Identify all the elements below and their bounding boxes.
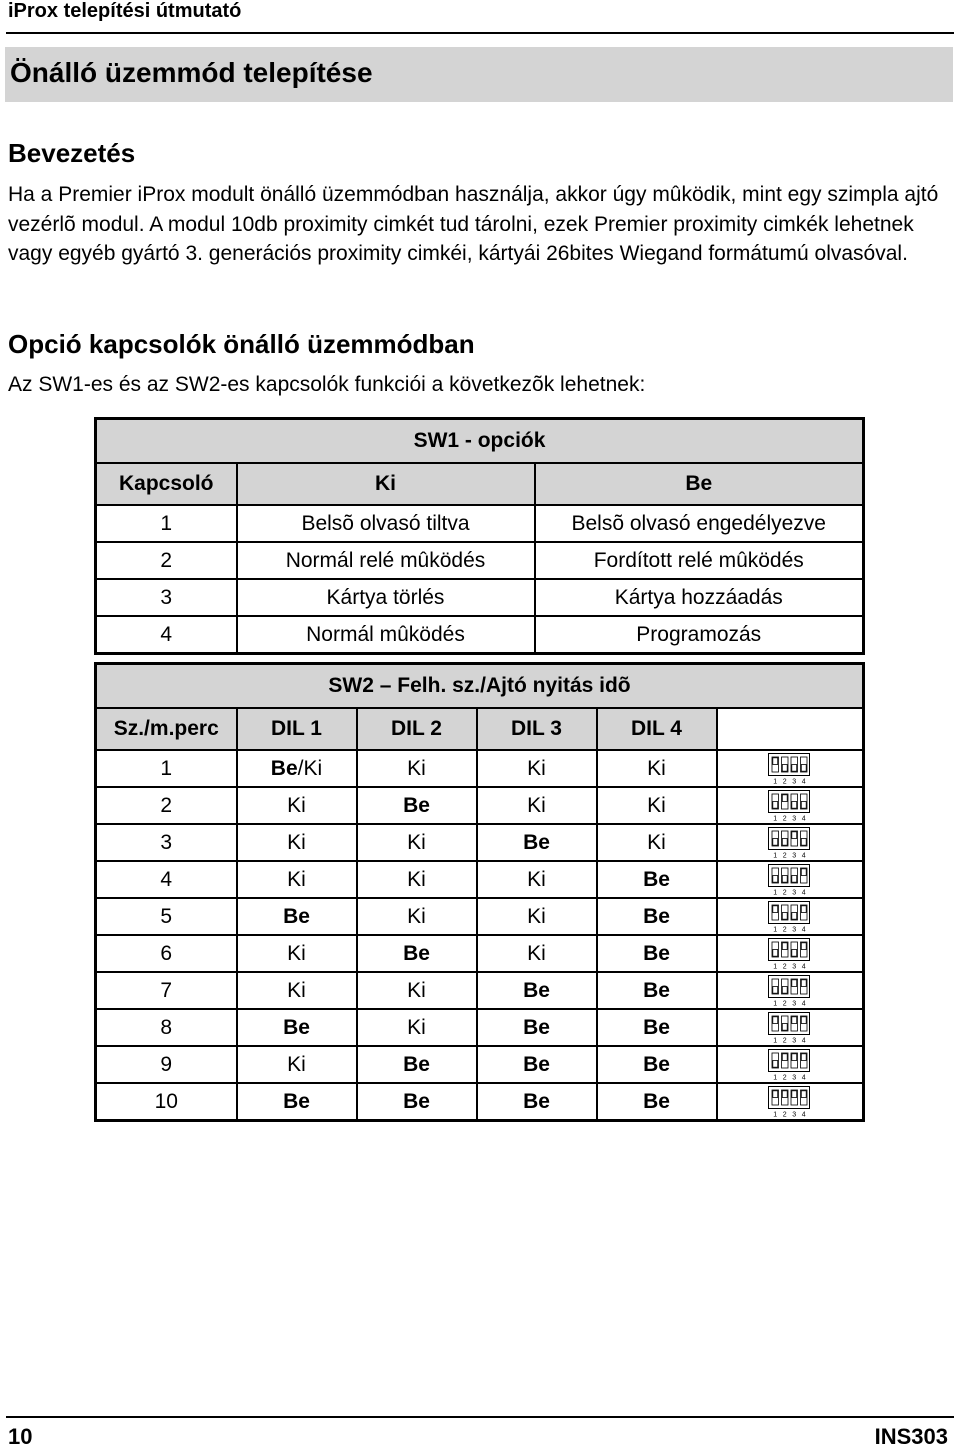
dip-switch-number: 2: [782, 889, 787, 896]
dip-switch-cell: [717, 787, 864, 824]
sw1-cell-ki: Normál relé mûködés: [237, 542, 535, 579]
dip-switch-lever: [772, 875, 777, 882]
sw2-cell-dil3: Ki: [477, 787, 597, 824]
sw1-cell-switch: 1: [96, 505, 237, 542]
sw2-row: [96, 1046, 864, 1083]
page-number: 10: [8, 1424, 33, 1449]
dip-switch-number: 1: [772, 852, 777, 859]
dip-switch-graphic: [768, 1086, 810, 1118]
dip-switch-cell: [717, 824, 864, 861]
dip-switch-icon: [768, 790, 810, 822]
dip-switch-number: 2: [782, 1037, 787, 1044]
sw1-row: [96, 616, 864, 654]
dip-switch-lever: [772, 949, 777, 956]
sw2-cell-code: 9: [96, 1046, 237, 1083]
dip-switch-lever: [782, 986, 787, 993]
header-rule: [6, 32, 954, 34]
dip-switch-cell: [717, 898, 864, 935]
sw2-cell-dil4: Be: [597, 898, 717, 935]
dip-switch-number: 3: [791, 889, 796, 896]
dip-switch-number: 3: [791, 1074, 796, 1081]
dip-switch-number: 3: [791, 926, 796, 933]
sw2-row: [96, 972, 864, 1009]
sw1-cell-switch: 3: [96, 579, 237, 616]
sw2-cell-dil4: Be: [597, 1083, 717, 1121]
dip-switch-number: 2: [782, 815, 787, 822]
dip-switch-number: 4: [801, 889, 806, 896]
sw2-cell-dil2: Ki: [357, 898, 477, 935]
sw2-header-dil2: DIL 2: [357, 708, 477, 750]
dip-switch-icon: [768, 1086, 810, 1118]
dip-switch-lever: [791, 912, 796, 919]
dip-switch-lever: [782, 838, 787, 845]
dip-switch-lever: [772, 905, 777, 912]
dip-switch-graphic: [768, 1012, 810, 1044]
dip-switch-lever: [801, 868, 806, 875]
dip-switch-number: 2: [782, 1111, 787, 1118]
sw2-cell-dil2: Ki: [357, 750, 477, 787]
sw2-cell-code: 3: [96, 824, 237, 861]
dip-switch-icon: [768, 938, 810, 970]
sw2-cell-code: 4: [96, 861, 237, 898]
dip-switch-number: 1: [772, 1000, 777, 1007]
dip-switch-number: 1: [772, 1037, 777, 1044]
sw2-header-diagram: [717, 708, 864, 750]
dip-switch-lever: [801, 764, 806, 771]
dip-switch-graphic: [768, 1049, 810, 1081]
sw2-row: [96, 1083, 864, 1121]
section-title: Önálló üzemmód telepítése: [5, 47, 953, 102]
sw2-cell-dil3: Be: [477, 1083, 597, 1121]
sw2-row: [96, 824, 864, 861]
dip-switch-lever: [782, 794, 787, 801]
sw2-cell-dil1: Ki: [237, 824, 357, 861]
sw2-cell-dil4: Be: [597, 861, 717, 898]
dip-switch-cell: [717, 1009, 864, 1046]
dip-switch-graphic: [768, 753, 810, 785]
sw2-slash: /: [297, 756, 304, 780]
sw2-table-title: SW2 – Felh. sz./Ajtó nyitás idõ: [96, 664, 864, 709]
sw1-cell-ki: Belsõ olvasó tiltva: [237, 505, 535, 542]
dip-switch-number: 4: [801, 926, 806, 933]
dip-switch-lever: [791, 1016, 796, 1023]
dip-switch-cell: [717, 972, 864, 1009]
dip-switch-cell: [717, 1083, 864, 1121]
options-heading: Opció kapcsolók önálló üzemmódban: [8, 329, 475, 359]
sw1-row: [96, 542, 864, 579]
sw1-cell-switch: 4: [96, 616, 237, 654]
dip-switch-lever: [801, 905, 806, 912]
dip-switch-number: 2: [782, 1000, 787, 1007]
dip-switch-number: 1: [772, 815, 777, 822]
dip-switch-cell: [717, 861, 864, 898]
sw2-cell-code: 6: [96, 935, 237, 972]
sw2-cell-dil1: Ki: [237, 861, 357, 898]
dip-switch-lever: [782, 875, 787, 882]
sw2-cell-dil2: Be: [357, 935, 477, 972]
sw1-cell-be: Kártya hozzáadás: [535, 579, 864, 616]
sw2-cell-dil2: Ki: [357, 1009, 477, 1046]
dip-switch-icon: [768, 975, 810, 1007]
sw2-row: [96, 1009, 864, 1046]
dip-switch-graphic: [768, 938, 810, 970]
dip-switch-graphic: [768, 901, 810, 933]
dip-switch-number: 2: [782, 1074, 787, 1081]
dip-switch-lever: [801, 1053, 806, 1060]
sw2-cell-dil3: Ki: [477, 750, 597, 787]
sw2-cell-dil3: Ki: [477, 861, 597, 898]
footer-rule: [6, 1416, 954, 1418]
sw2-cell-dil1: Ki: [237, 972, 357, 1009]
dip-switch-lever: [772, 986, 777, 993]
dip-switch-lever: [791, 875, 796, 882]
dip-switch-number: 4: [801, 778, 806, 785]
sw2-cell-dil2: Be: [357, 787, 477, 824]
dip-switch-lever: [782, 1090, 787, 1097]
sw2-cell-dil4: Ki: [597, 787, 717, 824]
sw2-cell-dil4: Be: [597, 935, 717, 972]
sw2-cell-dil2: Be: [357, 1083, 477, 1121]
sw2-cell-dil2: Ki: [357, 861, 477, 898]
document-code: INS303: [874, 1424, 948, 1449]
dip-switch-number: 4: [801, 1037, 806, 1044]
dip-switch-lever: [791, 831, 796, 838]
dip-switch-graphic: [768, 790, 810, 822]
sw2-header-dil3: DIL 3: [477, 708, 597, 750]
dip-switch-number: 4: [801, 1000, 806, 1007]
sw2-header-dil1: DIL 1: [237, 708, 357, 750]
sw2-header-dil4: DIL 4: [597, 708, 717, 750]
dip-switch-number: 4: [801, 852, 806, 859]
sw2-cell-dil4: Be: [597, 972, 717, 1009]
sw1-cell-be: Programozás: [535, 616, 864, 654]
sw2-header-code: Sz./m.perc: [96, 708, 237, 750]
sw2-cell-dil3: Ki: [477, 935, 597, 972]
dip-switch-lever: [782, 942, 787, 949]
dip-switch-number: 2: [782, 778, 787, 785]
dip-switch-lever: [791, 1053, 796, 1060]
dip-switch-icon: [768, 1012, 810, 1044]
sw2-cell-dil1: Ki: [237, 787, 357, 824]
sw2-cell-dil3: Be: [477, 1009, 597, 1046]
dip-switch-lever: [791, 801, 796, 808]
intro-paragraph: Ha a Premier iProx modult önálló üzemmódban használja, akkor úgy mûködik, mint egy szimpla ajtó vezérlõ modul. A modul 10db proximity cimkét tud tárolni, ezek Premier proximity cimkék lehetnek vagy egyéb gyártó 3. generációs proximity cimkéi, kártyái 26bites Wiegand formátumú olvasóval.: [8, 183, 939, 265]
dip-switch-number: 3: [791, 778, 796, 785]
sw1-cell-switch: 2: [96, 542, 237, 579]
dip-switch-number: 4: [801, 815, 806, 822]
sw2-cell-dil3: Be: [477, 1046, 597, 1083]
sw2-row: [96, 935, 864, 972]
dip-switch-lever: [772, 838, 777, 845]
sw2-be-label: Be: [270, 756, 298, 780]
sw2-cell-dil2: Be: [357, 1046, 477, 1083]
dip-switch-number: 1: [772, 1074, 777, 1081]
dip-switch-icon: [768, 753, 810, 785]
sw2-cell-code: 10: [96, 1083, 237, 1121]
sw2-cell-dil2: Ki: [357, 972, 477, 1009]
sw2-cell-dil4: Be: [597, 1009, 717, 1046]
sw1-header-ki: Ki: [237, 463, 535, 505]
dip-switch-lever: [772, 1090, 777, 1097]
dip-switch-lever: [801, 838, 806, 845]
dip-switch-lever: [791, 949, 796, 956]
dip-switch-lever: [772, 757, 777, 764]
dip-switch-lever: [772, 801, 777, 808]
dip-switch-icon: [768, 864, 810, 896]
running-title: iProx telepítési útmutató: [8, 0, 242, 22]
dip-switch-number: 3: [791, 852, 796, 859]
dip-switch-number: 3: [791, 1037, 796, 1044]
sw2-ki-label: Ki: [303, 756, 323, 780]
dip-switch-icon: [768, 901, 810, 933]
sw2-cell-dil4: Ki: [597, 750, 717, 787]
dip-switch-number: 4: [801, 963, 806, 970]
sw2-cell-code: 2: [96, 787, 237, 824]
dip-switch-lever: [782, 1023, 787, 1030]
dip-switch-cell: [717, 1046, 864, 1083]
sw1-cell-be: Belsõ olvasó engedélyezve: [535, 505, 864, 542]
sw2-cell-dil1: Be: [237, 1083, 357, 1121]
dip-switch-lever: [791, 1090, 796, 1097]
dip-switch-lever: [782, 764, 787, 771]
dip-switch-cell: [717, 935, 864, 972]
sw2-cell-dil3: Be: [477, 824, 597, 861]
dip-switch-lever: [801, 1090, 806, 1097]
sw2-cell-code: 8: [96, 1009, 237, 1046]
dip-switch-graphic: [768, 975, 810, 1007]
dip-switch-lever: [772, 1060, 777, 1067]
dip-switch-lever: [791, 979, 796, 986]
dip-switch-number: 1: [772, 926, 777, 933]
dip-switch-number: 1: [772, 1111, 777, 1118]
sw1-cell-ki: Kártya törlés: [237, 579, 535, 616]
sw2-cell-code: 1: [96, 750, 237, 787]
dip-switch-lever: [801, 801, 806, 808]
sw2-cell-dil3: Ki: [477, 898, 597, 935]
dip-switch-number: 1: [772, 778, 777, 785]
dip-switch-icon: [768, 1049, 810, 1081]
intro-heading: Bevezetés: [8, 138, 136, 168]
sw1-table-title: SW1 - opciók: [96, 419, 864, 464]
dip-switch-number: 2: [782, 852, 787, 859]
sw1-header-be: Be: [535, 463, 864, 505]
sw2-cell-dil1: Be: [237, 1009, 357, 1046]
dip-switch-number: 1: [772, 889, 777, 896]
sw1-cell-ki: Normál mûködés: [237, 616, 535, 654]
dip-switch-number: 3: [791, 1000, 796, 1007]
sw2-row: [96, 787, 864, 824]
sw2-row: [96, 861, 864, 898]
options-intro-text: Az SW1-es és az SW2-es kapcsolók funkciói a következõk lehetnek:: [8, 373, 646, 396]
sw2-row: [96, 898, 864, 935]
sw1-header-switch: Kapcsoló: [96, 463, 237, 505]
dip-switch-icon: [768, 827, 810, 859]
sw2-cell-code: 5: [96, 898, 237, 935]
sw2-cell-dil1: Ki: [237, 1046, 357, 1083]
sw2-cell-dil4: Be: [597, 1046, 717, 1083]
dip-switch-lever: [801, 942, 806, 949]
sw1-options-table: [94, 417, 865, 655]
sw2-cell-dil1: [237, 750, 357, 787]
dip-switch-lever: [772, 1016, 777, 1023]
dip-switch-lever: [801, 1016, 806, 1023]
dip-switch-number: 1: [772, 963, 777, 970]
dip-switch-lever: [782, 912, 787, 919]
sw2-cell-dil2: Ki: [357, 824, 477, 861]
sw2-timing-table: [94, 662, 865, 1122]
sw2-cell-dil4: Ki: [597, 824, 717, 861]
dip-switch-number: 3: [791, 1111, 796, 1118]
sw1-row: [96, 579, 864, 616]
dip-switch-number: 4: [801, 1111, 806, 1118]
dip-switch-lever: [791, 764, 796, 771]
sw1-cell-be: Fordított relé mûködés: [535, 542, 864, 579]
dip-switch-number: 3: [791, 963, 796, 970]
dip-switch-cell: [717, 750, 864, 787]
sw2-cell-dil1: Be: [237, 898, 357, 935]
dip-switch-number: 3: [791, 815, 796, 822]
sw2-cell-code: 7: [96, 972, 237, 1009]
sw2-row: [96, 750, 864, 787]
dip-switch-number: 4: [801, 1074, 806, 1081]
dip-switch-lever: [782, 1053, 787, 1060]
sw2-cell-dil1: Ki: [237, 935, 357, 972]
dip-switch-graphic: [768, 864, 810, 896]
dip-switch-number: 2: [782, 963, 787, 970]
dip-switch-graphic: [768, 827, 810, 859]
dip-switch-number: 2: [782, 926, 787, 933]
sw1-row: [96, 505, 864, 542]
sw2-cell-dil3: Be: [477, 972, 597, 1009]
dip-switch-lever: [801, 979, 806, 986]
